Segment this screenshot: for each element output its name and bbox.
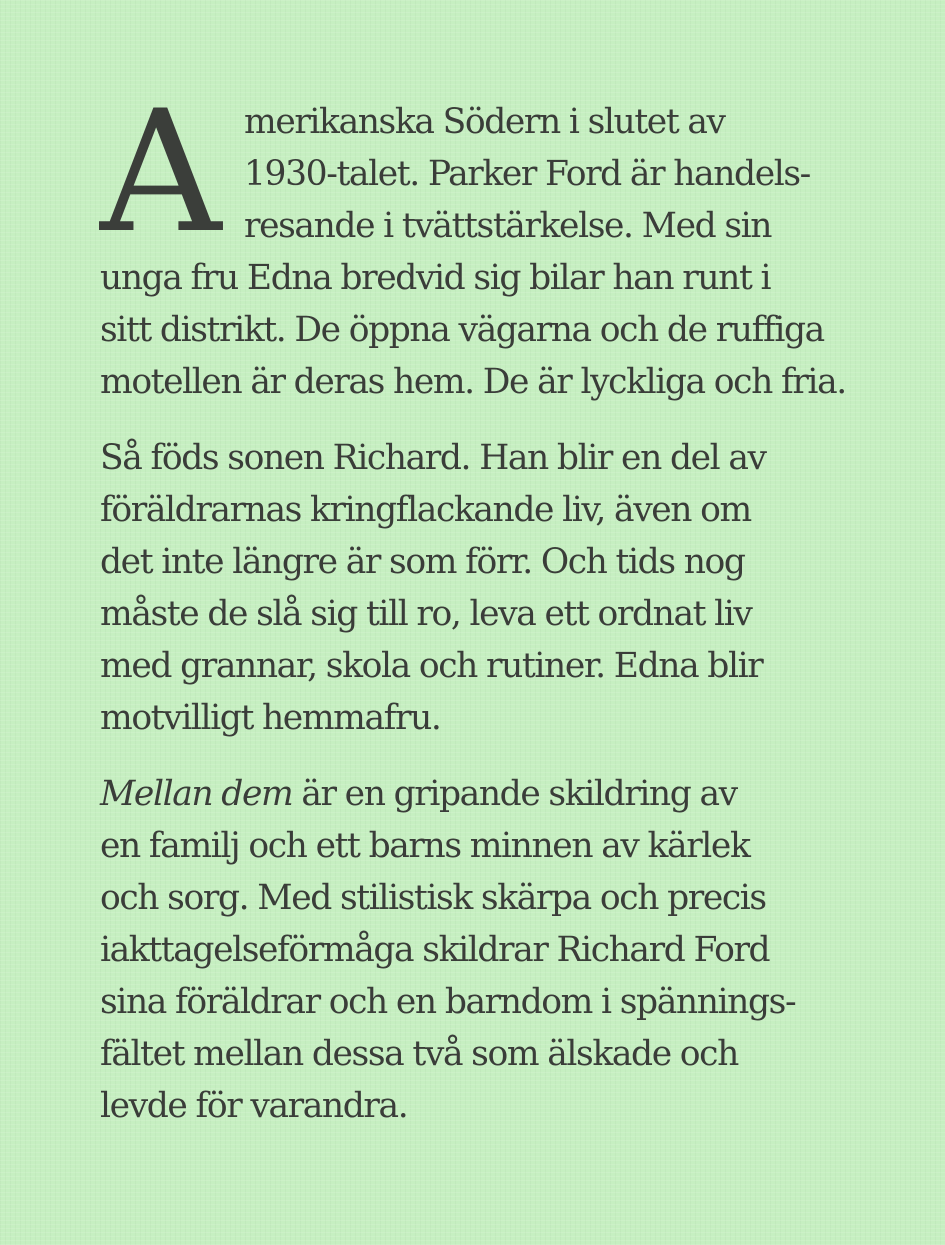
text-line: iakttagelseförmåga skildrar Richard Ford: [100, 930, 770, 970]
text-line: Så föds sonen Richard. Han blir en del av: [100, 438, 766, 478]
text-line: [100, 768, 890, 820]
text-line: fältet mellan dessa två som älskade och: [100, 1034, 738, 1074]
text-line: föräldrarnas kringflackande liv, även om: [100, 490, 751, 530]
text-line: resande i tvättstärkelse. Med sin: [244, 206, 772, 246]
text-line: det inte längre är som förr. Och tids nog: [100, 542, 745, 582]
text-line: unga fru Edna bredvid sig bilar han runt i: [100, 258, 771, 298]
text-line: merikanska Södern i slutet av: [244, 102, 725, 142]
text-line: motvilligt hemmafru.: [100, 698, 441, 738]
paragraph-1: [100, 74, 890, 408]
text-line: 1930-talet. Parker Ford är handels-: [244, 154, 810, 194]
text-line: sina föräldrar och en barndom i spännings-: [100, 982, 796, 1022]
text-line: sitt distrikt. De öppna vägarna och de ruffiga: [100, 310, 824, 350]
text-line: och sorg. Med stilistisk skärpa och precis: [100, 878, 766, 918]
blurb-text: [100, 74, 890, 1132]
text-line: motellen är deras hem. De är lyckliga och fria.: [100, 362, 846, 402]
paragraph-3: [100, 768, 890, 1132]
text-line: måste de slå sig till ro, leva ett ordnat liv: [100, 594, 752, 634]
text-line: levde för varandra.: [100, 1086, 408, 1126]
paragraph-2: [100, 432, 890, 744]
text-line: med grannar, skola och rutiner. Edna blir: [100, 646, 763, 686]
text-line: en familj och ett barns minnen av kärlek: [100, 826, 750, 866]
book-title: Mellan dem: [100, 774, 293, 814]
drop-cap: A: [100, 74, 222, 270]
text-fragment: är en gripande skildring av: [292, 774, 737, 814]
